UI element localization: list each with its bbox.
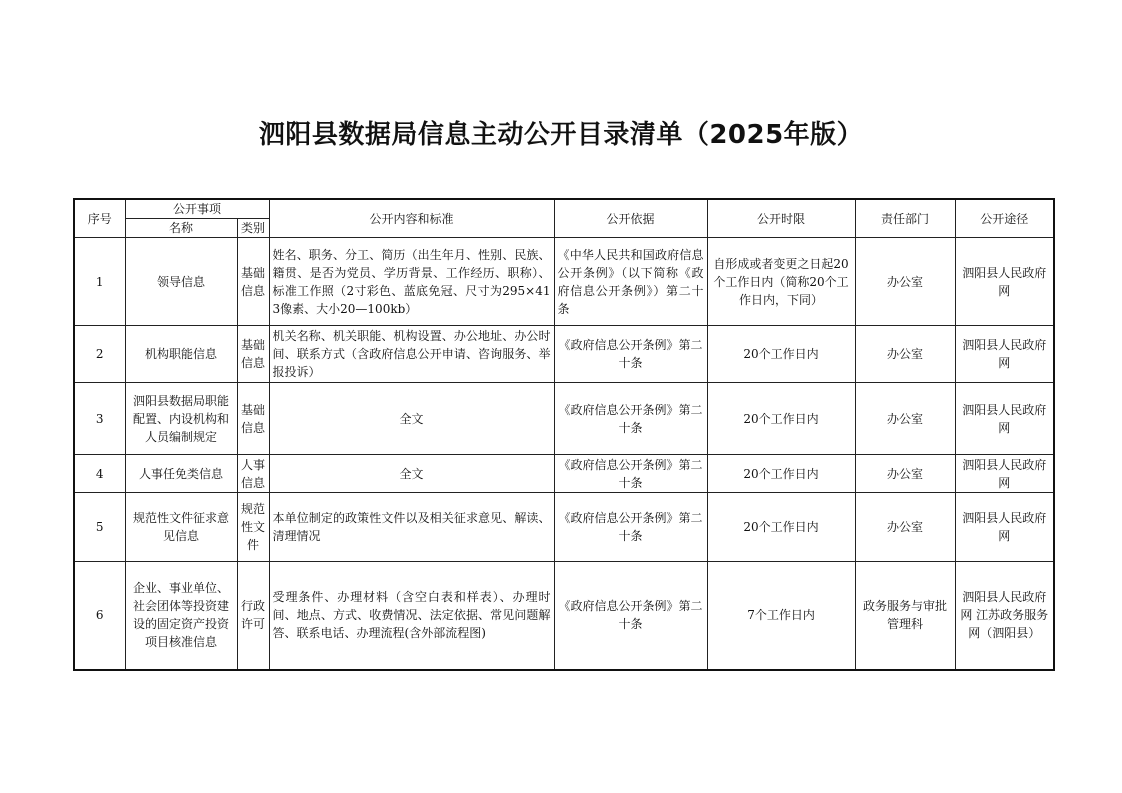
row-seq: 1 [74,238,125,326]
header-row-1 [74,199,1054,219]
row-time-limit: 20个工作日内 [707,493,855,562]
row-channel: 泗阳县人民政府网 [955,493,1054,562]
row-dept: 政务服务与审批管理科 [855,562,955,670]
row-dept: 办公室 [855,326,955,383]
row-dept: 办公室 [855,493,955,562]
header-basis: 公开依据 [554,199,707,238]
row-basis: 《政府信息公开条例》第二十条 [554,493,707,562]
row-name: 企业、事业单位、社会团体等投资建设的固定资产投资项目核准信息 [125,562,237,670]
row-seq: 5 [74,493,125,562]
header-time-limit: 公开时限 [707,199,855,238]
row-category: 基础信息 [237,238,269,326]
row-dept: 办公室 [855,383,955,455]
row-basis: 《中华人民共和国政府信息公开条例》（以下简称《政府信息公开条例》）第二十条 [554,238,707,326]
row-basis: 《政府信息公开条例》第二十条 [554,455,707,493]
row-category: 基础信息 [237,383,269,455]
row-channel: 泗阳县人民政府网 江苏政务服务网（泗阳县） [955,562,1054,670]
row-time-limit: 20个工作日内 [707,383,855,455]
row-time-limit: 7个工作日内 [707,562,855,670]
table-row [74,326,1054,383]
row-seq: 2 [74,326,125,383]
header-name: 名称 [125,219,237,238]
row-content: 姓名、职务、分工、简历（出生年月、性别、民族、籍贯、是否为党员、学历背景、工作经历、职称）、标准工作照（2寸彩色、蓝底免冠、尺寸为295×413像素、大小20—100kb） [269,238,554,326]
header-channel: 公开途径 [955,199,1054,238]
table-row [74,383,1054,455]
row-seq: 6 [74,562,125,670]
document-title: 泗阳县数据局信息主动公开目录清单（2025年版） [258,120,864,150]
disclosure-catalog-table [73,198,1055,671]
row-seq: 3 [74,383,125,455]
row-channel: 泗阳县人民政府网 [955,455,1054,493]
row-basis: 《政府信息公开条例》第二十条 [554,326,707,383]
row-content: 受理条件、办理材料（含空白表和样表）、办理时间、地点、方式、收费情况、法定依据、常见问题解答、联系电话、办理流程(含外部流程图) [269,562,554,670]
row-content: 全文 [269,455,554,493]
row-category: 基础信息 [237,326,269,383]
table-row [74,562,1054,670]
header-content: 公开内容和标准 [269,199,554,238]
row-basis: 《政府信息公开条例》第二十条 [554,383,707,455]
row-time-limit: 20个工作日内 [707,326,855,383]
header-item-group: 公开事项 [125,199,269,219]
row-name: 人事任免类信息 [125,455,237,493]
row-content: 全文 [269,383,554,455]
row-channel: 泗阳县人民政府网 [955,326,1054,383]
row-category: 规范性文件 [237,493,269,562]
row-content: 本单位制定的政策性文件以及相关征求意见、解读、清理情况 [269,493,554,562]
row-name: 规范性文件征求意见信息 [125,493,237,562]
row-seq: 4 [74,455,125,493]
row-dept: 办公室 [855,238,955,326]
row-name: 领导信息 [125,238,237,326]
row-category: 人事信息 [237,455,269,493]
row-name: 泗阳县数据局职能配置、内设机构和人员编制规定 [125,383,237,455]
table-row [74,238,1054,326]
row-channel: 泗阳县人民政府网 [955,238,1054,326]
row-channel: 泗阳县人民政府网 [955,383,1054,455]
row-content: 机关名称、机关职能、机构设置、办公地址、办公时间、联系方式（含政府信息公开申请、咨询服务、举报投诉） [269,326,554,383]
row-category: 行政许可 [237,562,269,670]
row-name: 机构职能信息 [125,326,237,383]
row-dept: 办公室 [855,455,955,493]
row-time-limit: 20个工作日内 [707,455,855,493]
row-basis: 《政府信息公开条例》第二十条 [554,562,707,670]
header-dept: 责任部门 [855,199,955,238]
header-category: 类别 [237,219,269,238]
header-seq: 序号 [74,199,125,238]
row-time-limit: 自形成或者变更之日起20个工作日内（简称20个工作日内，下同） [707,238,855,326]
table-row [74,455,1054,493]
table-row [74,493,1054,562]
